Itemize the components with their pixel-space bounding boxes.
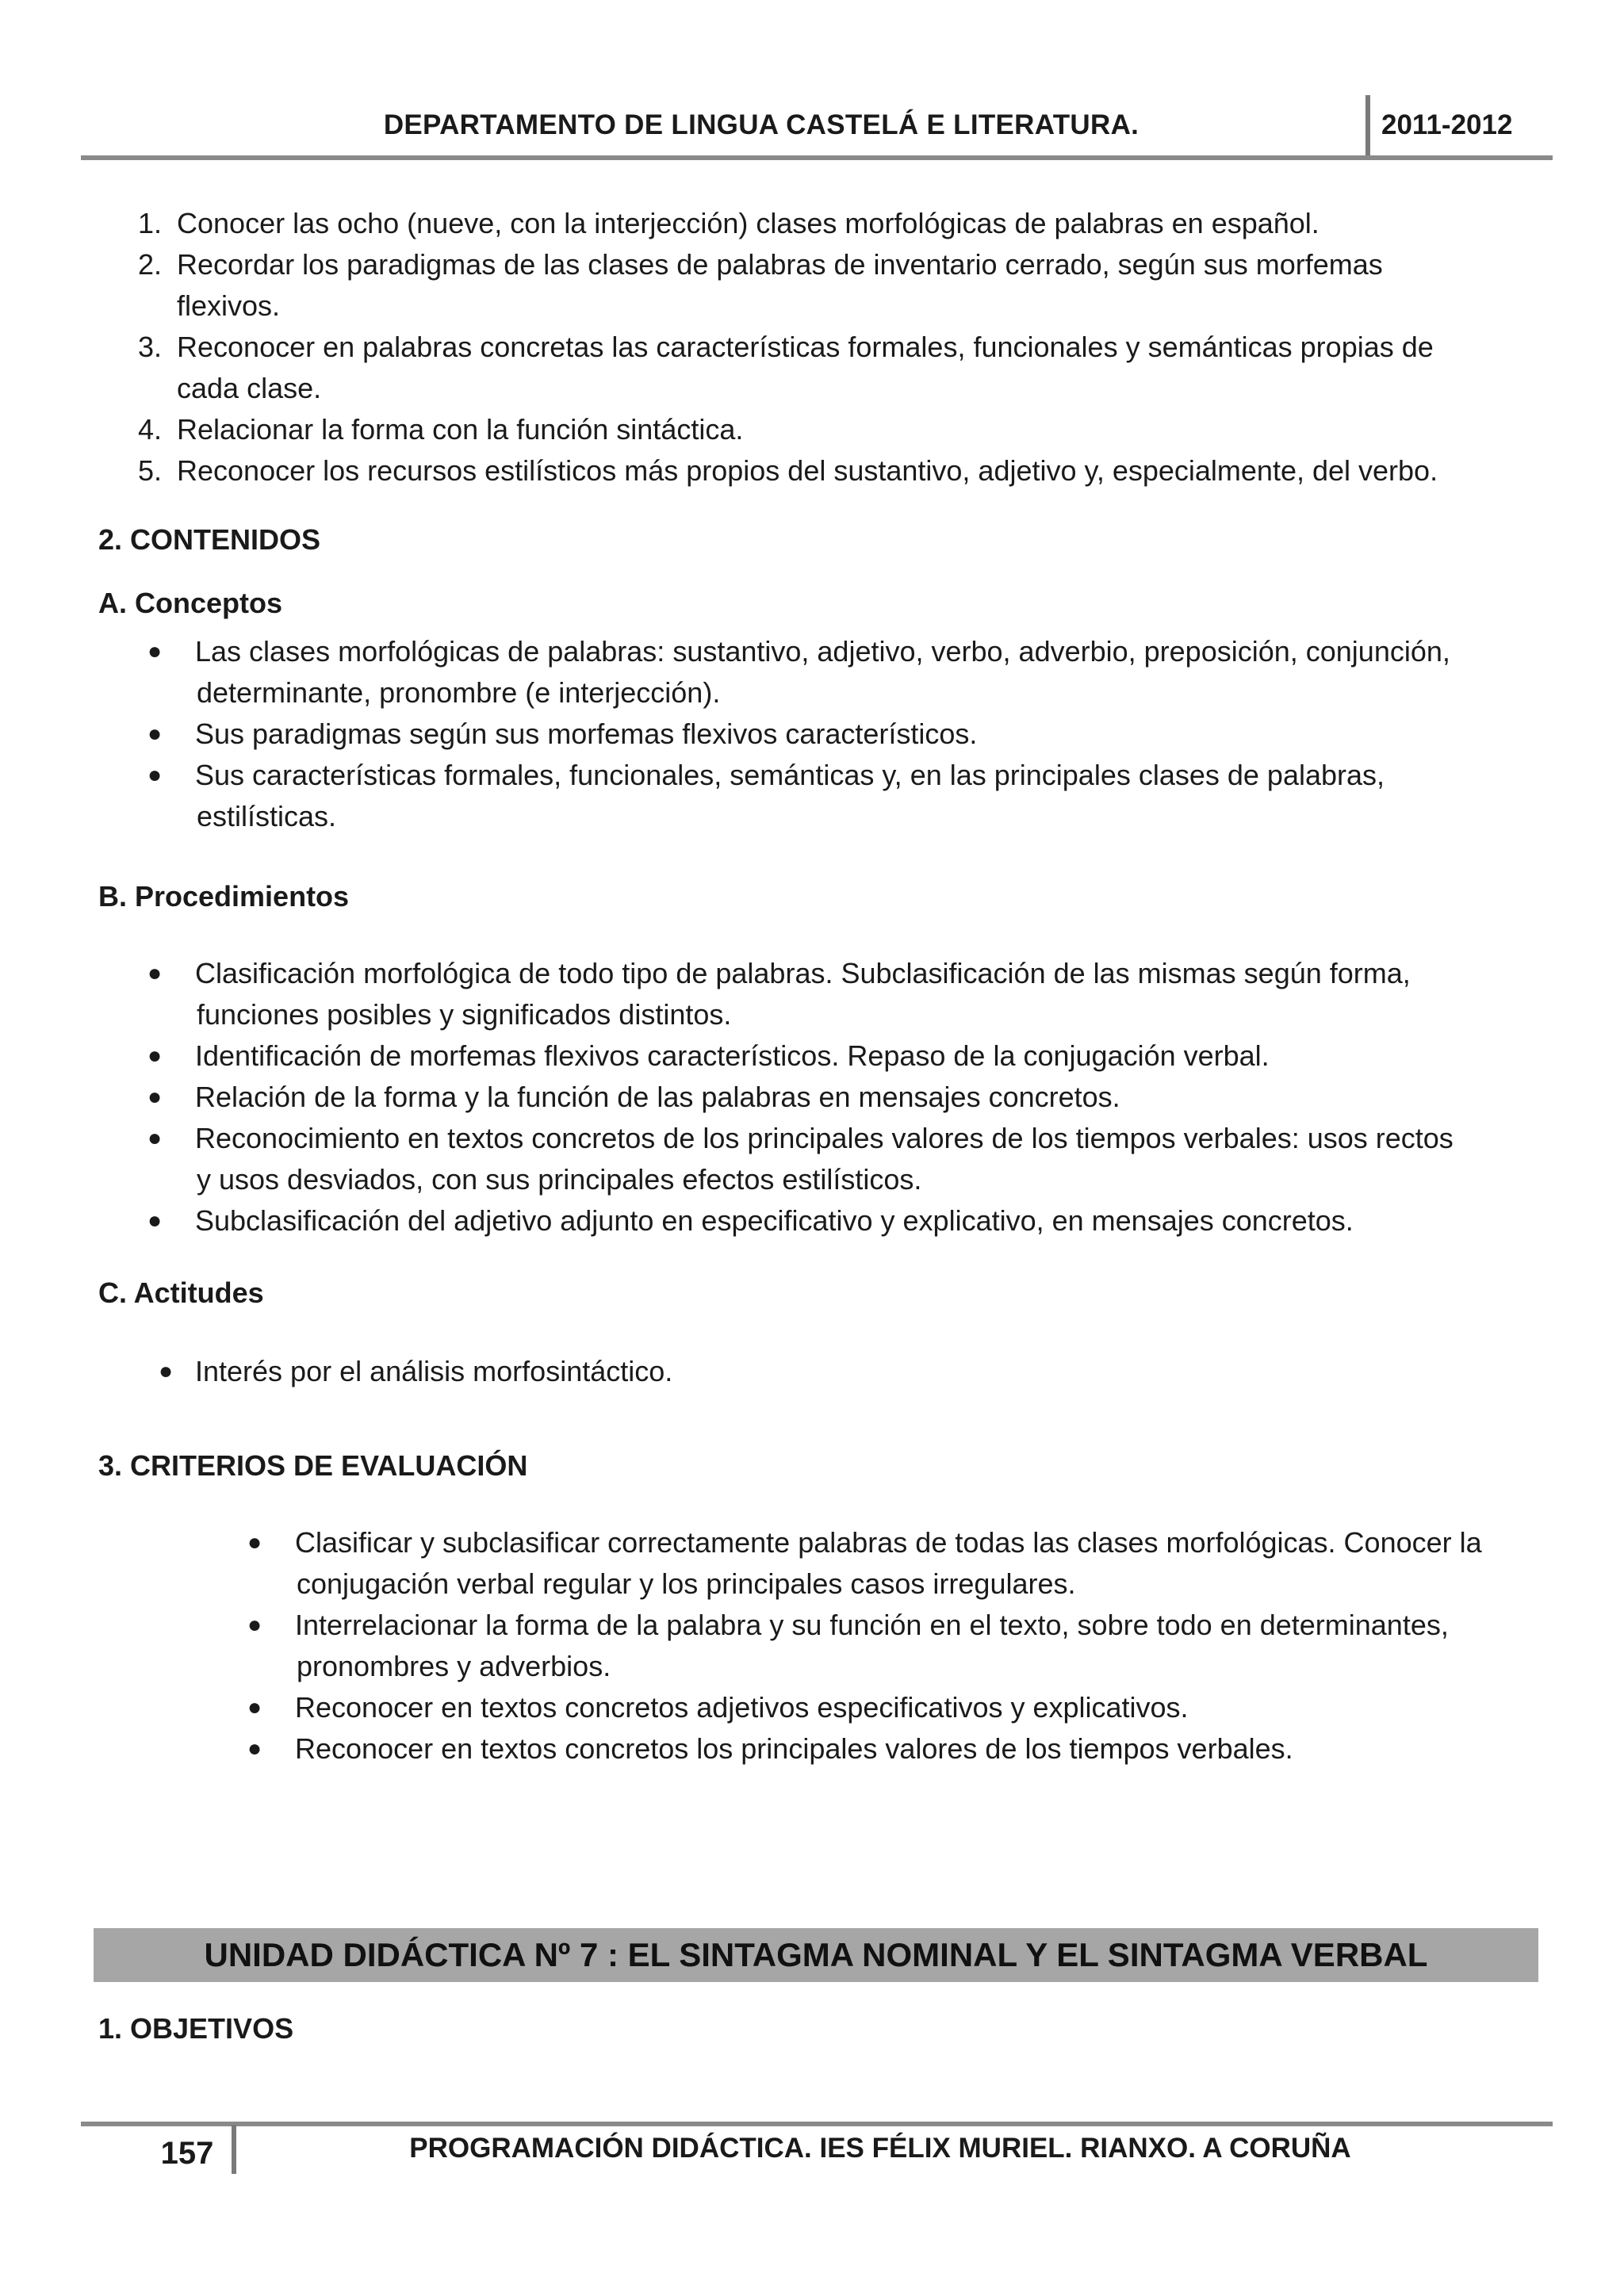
- list-item: [0, 953, 1624, 994]
- list-item-number: 3.: [137, 331, 162, 363]
- footer-page-number: 157: [160, 2136, 214, 2171]
- footer-rule: [81, 2122, 1553, 2126]
- actitudes-list: [0, 1351, 1624, 1392]
- list-item-text: Sus paradigmas según sus morfemas flexivos característicos.: [195, 718, 978, 750]
- list-item-text: funciones posibles y significados distintos.: [197, 998, 732, 1031]
- list-item-text: conjugación verbal regular y los principales casos irregulares.: [297, 1567, 1076, 1600]
- list-item-text: determinante, pronombre (e interjección).: [197, 676, 721, 709]
- list-item: [0, 203, 1624, 244]
- header-divider: [1365, 95, 1370, 160]
- bullet-dot-icon: ●: [247, 1694, 262, 1720]
- list-item: [0, 1687, 1624, 1728]
- list-item: [0, 450, 1624, 492]
- list-item-text: pronombres y adverbios.: [297, 1650, 611, 1682]
- header-year: 2011-2012: [1381, 109, 1513, 140]
- bullet-dot-icon: ●: [147, 1125, 163, 1151]
- bullet-dot-icon: ●: [247, 1735, 262, 1762]
- list-item: [0, 244, 1624, 285]
- procedimientos-list: [0, 953, 1624, 1242]
- bullet-dot-icon: ●: [247, 1529, 262, 1556]
- unit-banner-title: UNIDAD DIDÁCTICA Nº 7 : EL SINTAGMA NOMINAL Y EL SINTAGMA VERBAL: [204, 1936, 1428, 1973]
- list-item: [0, 1646, 1624, 1687]
- list-item-text: Clasificar y subclasificar correctamente palabras de todas las clases morfológicas. Conocer la: [295, 1526, 1482, 1559]
- list-item-text: Conocer las ocho (nueve, con la interjección) clases morfológicas de palabras en español.: [177, 207, 1320, 239]
- list-item: [0, 755, 1624, 796]
- list-item: [0, 796, 1624, 837]
- list-item-text: Reconocer en palabras concretas las características formales, funcionales y semánticas propias de: [177, 331, 1434, 363]
- conceptos-list: [0, 631, 1624, 837]
- bullet-dot-icon: ●: [147, 1084, 163, 1110]
- list-item: [0, 409, 1624, 450]
- list-item-number: 5.: [137, 454, 162, 487]
- bullet-dot-icon: ●: [247, 1612, 262, 1638]
- list-item-number: 1.: [137, 207, 162, 239]
- bullet-dot-icon: ●: [147, 638, 163, 664]
- unit-banner: [94, 1928, 1538, 1982]
- list-item: [0, 1118, 1624, 1159]
- list-item-text: Interés por el análisis morfosintáctico.: [195, 1355, 673, 1387]
- list-item-number: 2.: [137, 248, 162, 281]
- bullet-dot-icon: ●: [147, 721, 163, 747]
- list-item: [0, 1605, 1624, 1646]
- header-rule: [81, 155, 1553, 160]
- bullet-dot-icon: ●: [147, 762, 163, 788]
- list-item: [0, 994, 1624, 1035]
- list-item: [0, 1200, 1624, 1242]
- footer-text: PROGRAMACIÓN DIDÁCTICA. IES FÉLIX MURIEL. RIANXO. A CORUÑA: [409, 2133, 1351, 2164]
- list-item-text: Reconocer en textos concretos adjetivos especificativos y explicativos.: [295, 1691, 1189, 1724]
- list-item: [0, 672, 1624, 714]
- list-item-text: Reconocimiento en textos concretos de los principales valores de los tiempos verbales: usos rectos: [195, 1122, 1454, 1154]
- list-item: [0, 714, 1624, 755]
- bullet-dot-icon: ●: [147, 960, 163, 986]
- bullet-dot-icon: ●: [147, 1207, 163, 1234]
- list-item: [0, 368, 1624, 409]
- bullet-dot-icon: ●: [159, 1358, 174, 1384]
- list-item-text: Sus características formales, funcionales, semánticas y, en las principales clases de palabras,: [195, 759, 1385, 791]
- list-item: [0, 1159, 1624, 1200]
- list-item: [0, 1077, 1624, 1118]
- list-item-text: Relación de la forma y la función de las palabras en mensajes concretos.: [195, 1081, 1120, 1113]
- list-item-text: Reconocer en textos concretos los principales valores de los tiempos verbales.: [295, 1732, 1293, 1765]
- section-heading-criterios: 3. CRITERIOS DE EVALUACIÓN: [98, 1449, 528, 1482]
- list-item: [0, 1728, 1624, 1770]
- list-item-text: Clasificación morfológica de todo tipo de palabras. Subclasificación de las mismas según forma,: [195, 957, 1411, 989]
- subsection-heading-procedimientos: B. Procedimientos: [98, 880, 350, 913]
- list-item-text: Subclasificación del adjetivo adjunto en especificativo y explicativo, en mensajes concretos.: [195, 1204, 1354, 1237]
- list-item: [0, 1351, 1624, 1392]
- criterios-list: [0, 1522, 1624, 1770]
- list-item-text: Interrelacionar la forma de la palabra y su función en el texto, sobre todo en determinantes,: [295, 1609, 1449, 1641]
- list-item-text: Identificación de morfemas flexivos característicos. Repaso de la conjugación verbal.: [195, 1039, 1270, 1072]
- section-heading-objetivos: 1. OBJETIVOS: [98, 2012, 294, 2045]
- list-item: [0, 631, 1624, 672]
- list-item: [0, 1522, 1624, 1563]
- list-item: [0, 1563, 1624, 1605]
- list-item: [0, 285, 1624, 327]
- list-item-text: estilísticas.: [197, 800, 337, 832]
- list-item: [0, 327, 1624, 368]
- list-item-text: flexivos.: [177, 289, 281, 322]
- subsection-heading-actitudes: C. Actitudes: [98, 1276, 264, 1309]
- list-item-text: cada clase.: [177, 372, 322, 404]
- subsection-heading-conceptos: A. Conceptos: [98, 587, 283, 619]
- list-item: [0, 1035, 1624, 1077]
- list-item-text: y usos desviados, con sus principales efectos estilísticos.: [197, 1163, 922, 1196]
- list-item-text: Las clases morfológicas de palabras: sustantivo, adjetivo, verbo, adverbio, preposición, conjunción,: [195, 635, 1450, 668]
- list-item-text: Relacionar la forma con la función sintáctica.: [177, 413, 744, 446]
- header-title: DEPARTAMENTO DE LINGUA CASTELÁ E LITERATURA.: [383, 109, 1139, 140]
- list-item-number: 4.: [137, 413, 162, 446]
- footer-divider: [232, 2125, 236, 2174]
- list-item-text: Reconocer los recursos estilísticos más propios del sustantivo, adjetivo y, especialmente, del verbo.: [177, 454, 1438, 487]
- bullet-dot-icon: ●: [147, 1043, 163, 1069]
- list-item-text: Recordar los paradigmas de las clases de palabras de inventario cerrado, según sus morfemas: [177, 248, 1383, 281]
- objectives-list: [0, 203, 1624, 492]
- section-heading-contenidos: 2. CONTENIDOS: [98, 523, 321, 556]
